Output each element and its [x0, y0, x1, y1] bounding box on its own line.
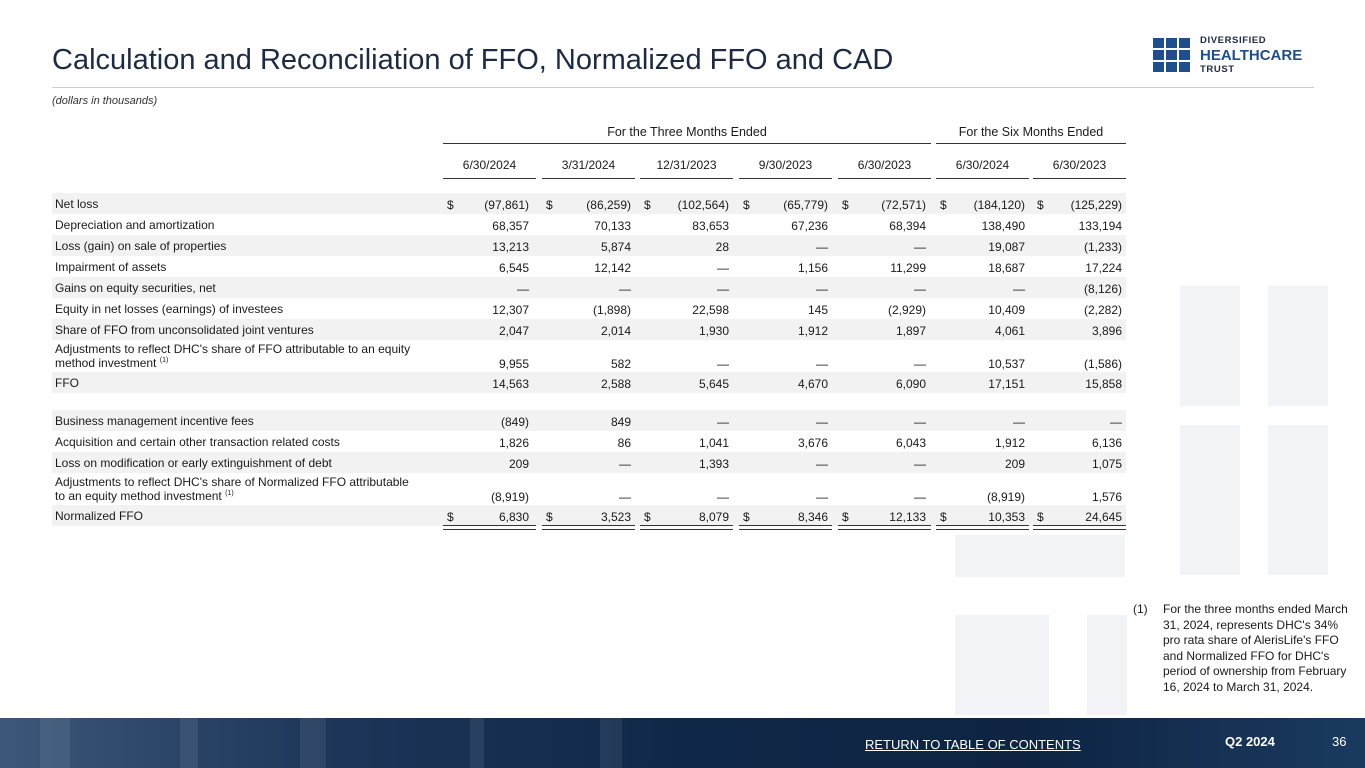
row-label-text: Depreciation and amortization: [55, 218, 215, 232]
row-label: [55, 324, 415, 336]
cell-value: (8,919): [490, 490, 529, 504]
row-label-text: Gains on equity securities, net: [55, 281, 216, 295]
cell-value: 70,133: [594, 219, 631, 233]
cell-value: 133,194: [1078, 219, 1122, 233]
cell-value: —: [1013, 282, 1025, 296]
row-label: [55, 476, 415, 502]
cell-value: 28: [715, 240, 729, 254]
cell-value: —: [619, 490, 631, 504]
footer-decor: [300, 718, 326, 768]
column-underline: [936, 178, 1029, 179]
table-row: [52, 431, 1126, 452]
row-label: [55, 415, 415, 427]
column-header: 6/30/2024: [955, 158, 1010, 172]
row-label-text: Acquisition and certain other transaction related costs: [55, 435, 340, 449]
column-header: 6/30/2024: [462, 158, 517, 172]
cell-value: 3,896: [1091, 324, 1122, 338]
table-row: [52, 473, 1126, 505]
cell-value: 6,545: [498, 261, 529, 275]
dollar-sign: $: [743, 510, 750, 524]
table-row: [52, 193, 1126, 214]
table-row: [52, 452, 1126, 473]
page-title: Calculation and Reconciliation of FFO, Normalized FFO and CAD: [52, 44, 894, 76]
cell-value: 209: [1004, 457, 1025, 471]
cell-value: —: [717, 415, 729, 429]
cell-value: 11,299: [890, 261, 926, 275]
row-label-text: FFO: [55, 376, 79, 390]
cell-value: —: [816, 415, 828, 429]
background-decor: [1268, 286, 1328, 406]
cell-value: (2,929): [887, 303, 926, 317]
cell-value: 5,645: [698, 377, 729, 391]
background-decor: [1180, 286, 1240, 406]
cell-value: 86: [617, 436, 631, 450]
cell-value: 2,014: [600, 324, 631, 338]
background-decor: [1087, 615, 1127, 715]
group-underline: [936, 143, 1126, 144]
units-note: (dollars in thousands): [52, 95, 158, 107]
total-double-rule: [640, 525, 733, 530]
title-divider: [52, 87, 1314, 88]
row-label-text: Loss on modification or early extinguishment of debt: [55, 456, 332, 470]
cell-value: —: [816, 457, 828, 471]
cell-value: 10,353: [988, 510, 1025, 524]
row-label-text: Impairment of assets: [55, 260, 167, 274]
cell-value: —: [914, 240, 926, 254]
table-row: [52, 340, 1126, 372]
total-double-rule: [739, 525, 832, 530]
table-row: [52, 256, 1126, 277]
row-label-text: Adjustments to reflect DHC's share of Normalized FFO attributable to an equity method investment: [55, 475, 409, 503]
cell-value: 13,213: [492, 240, 529, 254]
cell-value: 1,156: [797, 261, 828, 275]
total-double-rule: [838, 525, 931, 530]
cell-value: —: [619, 457, 631, 471]
dollar-sign: $: [1037, 510, 1044, 524]
cell-value: (1,586): [1083, 357, 1122, 371]
cell-value: 14,563: [492, 377, 529, 391]
background-decor: [1180, 425, 1240, 575]
table-row: [52, 214, 1126, 235]
dollar-sign: $: [644, 510, 651, 524]
row-label-text: Equity in net losses (earnings) of investees: [55, 302, 284, 316]
cell-value: 6,830: [498, 510, 529, 524]
cell-value: 12,307: [492, 303, 529, 317]
column-underline: [838, 178, 931, 179]
cell-value: 2,588: [600, 377, 631, 391]
footnote-ref: (1): [225, 490, 234, 497]
column-underline: [739, 178, 832, 179]
cell-value: 5,874: [600, 240, 631, 254]
footer-decor: [40, 718, 70, 768]
row-label: [55, 240, 415, 252]
cell-value: 1,393: [698, 457, 729, 471]
column-underline: [640, 178, 733, 179]
total-double-rule: [542, 525, 635, 530]
footer-decor: [600, 718, 622, 768]
row-label: [55, 377, 415, 389]
cell-value: 8,079: [698, 510, 729, 524]
background-decor: [1045, 535, 1125, 577]
cell-value: 12,133: [889, 510, 926, 524]
group-header-three-months: For the Three Months Ended: [607, 125, 767, 139]
dollar-sign: $: [940, 510, 947, 524]
cell-value: —: [914, 415, 926, 429]
column-header: 12/31/2023: [656, 158, 717, 172]
row-label: [55, 303, 415, 315]
dollar-sign: $: [447, 198, 454, 212]
cell-value: 849: [610, 415, 631, 429]
dollar-sign: $: [842, 510, 849, 524]
cell-value: 1,075: [1091, 457, 1122, 471]
dollar-sign: $: [1037, 198, 1044, 212]
column-underline: [542, 178, 635, 179]
cell-value: 1,041: [698, 436, 729, 450]
row-label-text: Normalized FFO: [55, 509, 144, 523]
cell-value: (97,861): [484, 198, 529, 212]
cell-value: —: [914, 457, 926, 471]
table-row: [52, 235, 1126, 256]
dollar-sign: $: [644, 198, 651, 212]
cell-value: —: [816, 490, 828, 504]
logo-line-2: HEALTHCARE: [1200, 46, 1303, 64]
cell-value: 1,826: [498, 436, 529, 450]
cell-value: 83,653: [692, 219, 729, 233]
footnote-number: (1): [1133, 602, 1148, 616]
cell-value: (72,571): [881, 198, 926, 212]
row-label: [55, 436, 415, 448]
cell-value: 1,897: [895, 324, 926, 338]
cell-value: (102,564): [677, 198, 729, 212]
cell-value: 19,087: [988, 240, 1025, 254]
cell-value: —: [1110, 415, 1122, 429]
cell-value: (184,120): [973, 198, 1025, 212]
table-row: [52, 372, 1126, 393]
cell-value: 9,955: [498, 357, 529, 371]
column-underline: [1033, 178, 1126, 179]
table-row: [52, 505, 1126, 526]
cell-value: 209: [508, 457, 529, 471]
company-logo: [1153, 36, 1323, 76]
cell-value: 17,151: [988, 377, 1025, 391]
table-row: [52, 410, 1126, 431]
page-number: 36: [1332, 734, 1347, 749]
row-label-text: Share of FFO from unconsolidated joint ventures: [55, 323, 314, 337]
cell-value: —: [816, 357, 828, 371]
cell-value: 3,676: [797, 436, 828, 450]
row-label-text: Business management incentive fees: [55, 414, 254, 428]
total-double-rule: [936, 525, 1029, 530]
row-label: [55, 198, 415, 210]
cell-value: 15,858: [1085, 377, 1122, 391]
column-underline: [443, 178, 536, 179]
cell-value: —: [717, 357, 729, 371]
cell-value: 24,645: [1085, 510, 1122, 524]
cell-value: 6,043: [895, 436, 926, 450]
logo-line-1: DIVERSIFIED: [1200, 35, 1267, 46]
table-row: [52, 298, 1126, 319]
cell-value: —: [1013, 415, 1025, 429]
cell-value: 68,357: [492, 219, 529, 233]
cell-value: —: [619, 282, 631, 296]
dollar-sign: $: [447, 510, 454, 524]
cell-value: (2,282): [1083, 303, 1122, 317]
cell-value: (125,229): [1070, 198, 1122, 212]
dollar-sign: $: [546, 510, 553, 524]
footer-decor: [470, 718, 484, 768]
footer-decor: [180, 718, 198, 768]
group-underline: [443, 143, 931, 144]
column-header: 9/30/2023: [758, 158, 813, 172]
footnote-text: For the three months ended March 31, 2024, represents DHC's 34% pro rata share of AlerisLife's FFO and Normalized FFO for DHC's period of ownership from February 16, 2024 to March 31, 2024.: [1163, 602, 1348, 694]
dollar-sign: $: [842, 198, 849, 212]
cell-value: 12,142: [594, 261, 631, 275]
cell-value: 8,346: [797, 510, 828, 524]
cell-value: 6,090: [895, 377, 926, 391]
background-decor: [955, 535, 1049, 577]
cell-value: —: [816, 240, 828, 254]
cell-value: 10,537: [988, 357, 1025, 371]
group-header-six-months: For the Six Months Ended: [958, 125, 1104, 139]
dollar-sign: $: [940, 198, 947, 212]
return-to-toc-link[interactable]: RETURN TO TABLE OF CONTENTS: [865, 737, 1081, 752]
cell-value: —: [914, 490, 926, 504]
cell-value: 3,523: [600, 510, 631, 524]
table-row: [52, 277, 1126, 298]
cell-value: —: [517, 282, 529, 296]
cell-value: (86,259): [586, 198, 631, 212]
cell-value: (65,779): [783, 198, 828, 212]
cell-value: 138,490: [981, 219, 1025, 233]
footnote-ref: (1): [159, 357, 169, 364]
cell-value: 1,930: [698, 324, 729, 338]
total-double-rule: [1033, 525, 1126, 530]
row-label-text: Net loss: [55, 197, 99, 211]
cell-value: 4,670: [797, 377, 828, 391]
row-label: [55, 261, 415, 273]
cell-value: 1,912: [994, 436, 1025, 450]
cell-value: 1,576: [1091, 490, 1122, 504]
cell-value: (8,919): [986, 490, 1025, 504]
column-header: 6/30/2023: [1052, 158, 1107, 172]
cell-value: —: [717, 282, 729, 296]
footer-bar: [0, 718, 1365, 768]
cell-value: —: [816, 282, 828, 296]
cell-value: 2,047: [498, 324, 529, 338]
cell-value: 17,224: [1085, 261, 1122, 275]
cell-value: 4,061: [994, 324, 1025, 338]
row-label: [55, 457, 415, 469]
cell-value: 582: [610, 357, 631, 371]
dollar-sign: $: [546, 198, 553, 212]
cell-value: (8,126): [1083, 282, 1122, 296]
dollar-sign: $: [743, 198, 750, 212]
cell-value: 18,687: [988, 261, 1025, 275]
table-row: [52, 319, 1126, 340]
row-label: [55, 343, 415, 369]
column-header: 3/31/2024: [561, 158, 616, 172]
cell-value: (1,233): [1083, 240, 1122, 254]
cell-value: 10,409: [988, 303, 1025, 317]
row-label-text: Loss (gain) on sale of properties: [55, 239, 227, 253]
row-label: [55, 219, 415, 231]
cell-value: 67,236: [791, 219, 828, 233]
cell-value: —: [914, 282, 926, 296]
cell-value: 6,136: [1091, 436, 1122, 450]
total-double-rule: [443, 525, 536, 530]
background-decor: [955, 615, 1049, 715]
row-label: [55, 510, 415, 522]
cell-value: 68,394: [889, 219, 926, 233]
cell-value: 22,598: [692, 303, 729, 317]
cell-value: 145: [807, 303, 828, 317]
logo-line-3: TRUST: [1200, 63, 1235, 75]
cell-value: —: [717, 261, 729, 275]
cell-value: (849): [500, 415, 529, 429]
cell-value: 1,912: [797, 324, 828, 338]
cell-value: —: [914, 357, 926, 371]
row-label-text: Adjustments to reflect DHC's share of FFO attributable to an equity method investment: [55, 342, 411, 370]
cell-value: —: [717, 490, 729, 504]
row-label: [55, 282, 415, 294]
cell-value: (1,898): [592, 303, 631, 317]
logo-mark-icon: [1153, 38, 1193, 74]
background-decor: [1268, 425, 1328, 575]
column-header: 6/30/2023: [857, 158, 912, 172]
quarter-label: Q2 2024: [1225, 734, 1275, 749]
